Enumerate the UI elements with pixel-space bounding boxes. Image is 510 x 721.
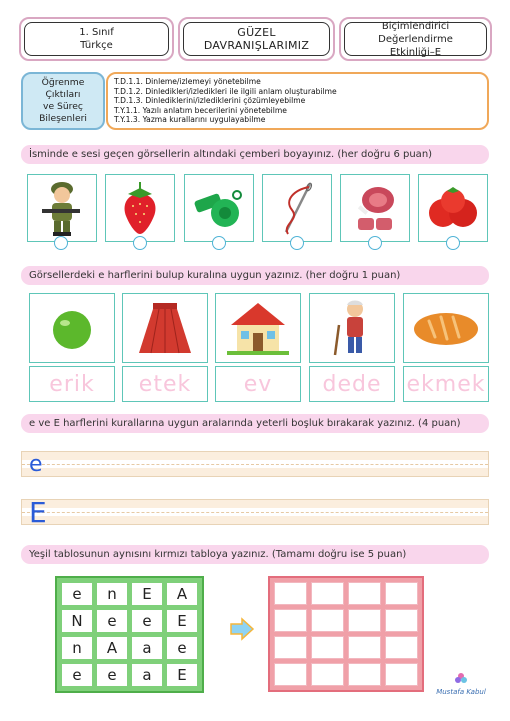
answer-circle-1[interactable]	[54, 236, 68, 250]
green-cell: e	[97, 664, 127, 686]
outcomes-list	[106, 72, 489, 130]
green-cell: n	[62, 637, 92, 659]
instruction-2: Görsellerdeki e harflerini bulup kuralına uygun yazınız. (her doğru 1 puan)	[21, 266, 489, 285]
outcome-item: T.Y.1.3. Yazma kurallarını uygulayabilme	[114, 115, 266, 125]
outcome-item: T.D.1.3. Dinlediklerini/izlediklerini çözümleyebilme	[114, 96, 306, 106]
green-cell: E	[167, 664, 197, 686]
green-cell: A	[97, 637, 127, 659]
word-box-1[interactable]: erik	[29, 366, 115, 402]
red-cell[interactable]	[348, 636, 381, 659]
writing-line-uppercase[interactable]	[21, 496, 489, 529]
arrow-right-icon	[229, 617, 255, 641]
green-cell: e	[62, 664, 92, 686]
red-cell[interactable]	[348, 609, 381, 632]
outcomes-label-line: Öğrenme Çıktıları	[41, 77, 85, 100]
answer-circle-4[interactable]	[290, 236, 304, 250]
instruction-3: e ve E harflerini kurallarına uygun aralarında yeterli boşluk bırakarak yazınız. (4 puan)	[21, 414, 489, 433]
green-cell: a	[132, 637, 162, 659]
word-box-5[interactable]: ekmek	[403, 366, 489, 402]
header-activity: Etkinliği–E	[389, 46, 442, 58]
green-cell: N	[62, 610, 92, 632]
picture-card-needle	[262, 174, 332, 242]
green-cell: E	[167, 610, 197, 632]
red-cell[interactable]	[348, 582, 381, 605]
red-cell[interactable]	[385, 582, 418, 605]
picture-card-skirt	[122, 293, 208, 363]
whistle-icon	[191, 183, 247, 233]
green-cell: e	[97, 610, 127, 632]
answer-circle-5[interactable]	[368, 236, 382, 250]
bread-icon	[411, 305, 481, 351]
green-cell: a	[132, 664, 162, 686]
tomato-icon	[425, 183, 481, 233]
needle-thread-icon	[274, 180, 320, 236]
sample-letter-e: e	[29, 452, 43, 477]
author-name: Mustafa Kabul	[436, 688, 486, 696]
outcome-item: T.D.1.1. Dinleme/izlemeyi yönetebilme	[114, 77, 261, 86]
green-cell: e	[62, 583, 92, 605]
word-box-3[interactable]: ev	[215, 366, 301, 402]
word-box-2[interactable]: etek	[122, 366, 208, 402]
instruction-1: İsminde e sesi geçen görsellerin altındaki çemberi boyayınız. (her doğru 6 puan)	[21, 145, 489, 164]
red-cell[interactable]	[385, 663, 418, 686]
picture-card-grandfather	[309, 293, 395, 363]
green-letter-table	[55, 576, 204, 693]
red-cell[interactable]	[385, 609, 418, 632]
green-cell: n	[97, 583, 127, 605]
word-box-4[interactable]: dede	[309, 366, 395, 402]
outcomes-label-line: ve Süreç	[43, 101, 83, 112]
header-activity-box	[339, 17, 492, 61]
green-cell: A	[167, 583, 197, 605]
header-title-box	[178, 17, 335, 61]
house-icon	[225, 299, 291, 357]
green-cell: e	[132, 610, 162, 632]
picture-card-bread	[403, 293, 489, 363]
picture-card-tomato	[418, 174, 488, 242]
red-cell[interactable]	[274, 609, 307, 632]
outcome-item: T.D.1.2. Dinledikleri/izledikleri ile ilgili anlam oluşturabilme	[114, 86, 337, 96]
picture-card-whistle	[184, 174, 254, 242]
red-cell[interactable]	[311, 582, 344, 605]
red-cell[interactable]	[348, 663, 381, 686]
green-cell: e	[167, 637, 197, 659]
picture-card-strawberry	[105, 174, 175, 242]
green-cell: E	[132, 583, 162, 605]
outcome-item: T.Y.1.1. Yazılı anlatım becerilerini yönetebilme	[114, 105, 287, 115]
header-assessment: Biçimlendirici Değerlendirme	[378, 20, 453, 45]
writing-line-lowercase[interactable]	[21, 451, 489, 477]
answer-circle-3[interactable]	[212, 236, 226, 250]
header-grade: 1. Sınıf	[79, 27, 114, 38]
red-answer-table	[268, 576, 424, 692]
header-class-box	[19, 17, 174, 61]
sample-letter-E: E	[29, 496, 47, 529]
picture-card-plum	[29, 293, 115, 363]
red-cell[interactable]	[311, 636, 344, 659]
header-subject: Türkçe	[80, 40, 113, 51]
outcomes-label	[21, 72, 105, 130]
red-cell[interactable]	[311, 663, 344, 686]
answer-circle-2[interactable]	[133, 236, 147, 250]
picture-card-soldier	[27, 174, 97, 242]
page-title: GÜZEL DAVRANIŞLARIMIZ	[203, 26, 310, 52]
ham-icon	[350, 182, 400, 234]
outcomes-label-line: Bileşenleri	[39, 113, 87, 124]
picture-card-house	[215, 293, 301, 363]
grandfather-icon	[325, 297, 379, 359]
flower-logo-icon	[454, 672, 468, 686]
soldier-icon	[37, 179, 87, 237]
skirt-icon	[135, 299, 195, 357]
plum-icon	[47, 303, 97, 353]
red-cell[interactable]	[311, 609, 344, 632]
red-cell[interactable]	[274, 663, 307, 686]
strawberry-icon	[118, 180, 162, 236]
red-cell[interactable]	[385, 636, 418, 659]
instruction-4: Yeşil tablosunun aynısını kırmızı tabloya yazınız. (Tamamı doğru ise 5 puan)	[21, 545, 489, 564]
picture-card-ham	[340, 174, 410, 242]
red-cell[interactable]	[274, 636, 307, 659]
author-signature	[436, 672, 486, 696]
red-cell[interactable]	[274, 582, 307, 605]
answer-circle-6[interactable]	[446, 236, 460, 250]
